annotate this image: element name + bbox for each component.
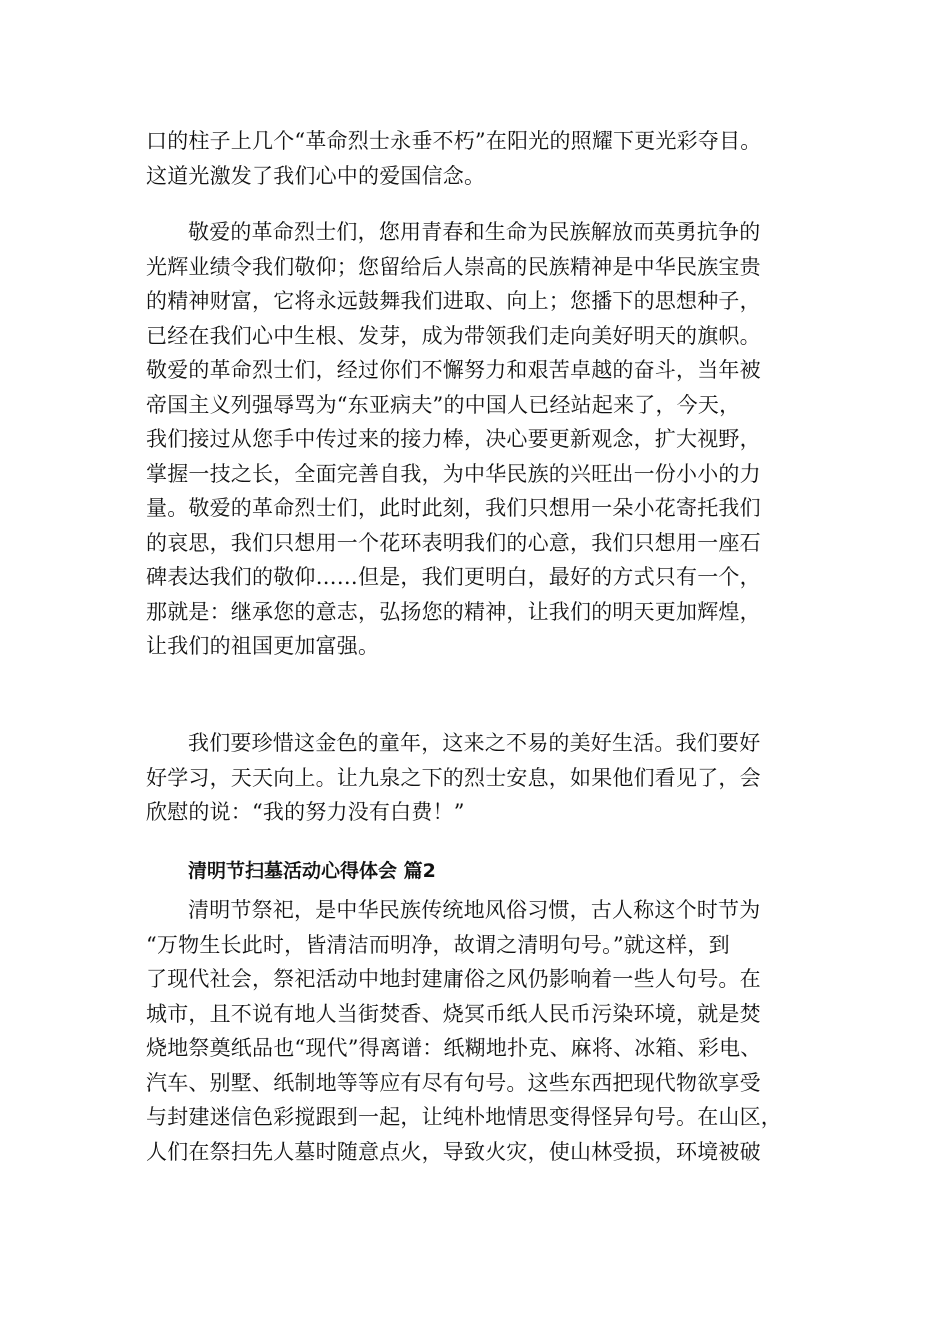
text-line: 敬爱的革命烈士们，您用青春和生命为民族解放而英勇抗争的 xyxy=(188,220,761,244)
text-line: 汽车、别墅、纸制地等等应有尽有句号。这些东西把现代物欲享受 xyxy=(146,1070,761,1095)
paragraph-1 xyxy=(146,124,814,193)
text-line: 与封建迷信色彩搅跟到一起，让纯朴地情思变得怪异句号。在山区， xyxy=(146,1105,782,1129)
text-line: 已经在我们心中生根、发芽，成为带领我们走向美好明天的旗帜。 xyxy=(146,323,761,348)
text-line: 清明节祭祀，是中华民族传统地风俗习惯，古人称这个时节为 xyxy=(188,898,761,922)
paragraph-2 xyxy=(146,215,814,664)
text-line: 城市，且不说有地人当街焚香、烧冥币纸人民币污染环境，就是焚 xyxy=(146,1001,761,1026)
text-line: 的精神财富，它将永远鼓舞我们进取、向上；您播下的思想种子， xyxy=(146,289,761,313)
text-line: 我们接过从您手中传过来的接力棒，决心要更新观念，扩大视野， xyxy=(146,427,761,451)
paragraph-3 xyxy=(146,726,814,830)
text-line: “万物生长此时，皆清洁而明净，故谓之清明句号。”就这样，到 xyxy=(146,932,730,957)
text-line: 了现代社会，祭祀活动中地封建庸俗之风仍影响着一些人句号。在 xyxy=(146,967,761,991)
text-line: 帝国主义列强辱骂为“东亚病夫”的中国人已经站起来了，今天， xyxy=(146,392,741,417)
text-line: 掌握一技之长，全面完善自我，为中华民族的兴旺出一份小小的力 xyxy=(146,461,761,486)
text-line: 光辉业绩令我们敬仰；您留给后人崇高的民族精神是中华民族宝贵 xyxy=(146,254,761,279)
text-line: 烧地祭奠纸品也“现代”得离谱：纸糊地扑克、麻将、冰箱、彩电、 xyxy=(146,1036,762,1060)
paragraph-4 xyxy=(146,893,814,1169)
text-line: 量。敬爱的革命烈士们，此时此刻，我们只想用一朵小花寄托我们 xyxy=(146,496,761,520)
text-line: 欣慰的说：“我的努力没有白费！” xyxy=(146,800,465,824)
text-line: 让我们的祖国更加富强。 xyxy=(146,634,380,658)
text-line: 敬爱的革命烈士们，经过你们不懈努力和艰苦卓越的奋斗，当年被 xyxy=(146,358,761,382)
text-line: 这道光激发了我们心中的爱国信念。 xyxy=(146,163,486,188)
text-line: 的哀思，我们只想用一个花环表明我们的心意，我们只想用一座石 xyxy=(146,530,761,555)
text-line: 好学习，天天向上。让九泉之下的烈士安息，如果他们看见了，会 xyxy=(146,765,761,790)
text-line: 我们要珍惜这金色的童年，这来之不易的美好生活。我们要好 xyxy=(188,731,761,755)
text-line: 口的柱子上几个“革命烈士永垂不朽”在阳光的照耀下更光彩夺目。 xyxy=(146,129,762,153)
text-line: 那就是：继承您的意志，弘扬您的精神，让我们的明天更加辉煌， xyxy=(146,599,761,624)
section-heading: 清明节扫墓活动心得体会 篇2 xyxy=(188,860,436,882)
text-line: 碑表达我们的敬仰……但是，我们更明白，最好的方式只有一个， xyxy=(146,565,761,589)
text-line: 人们在祭扫先人墓时随意点火，导致火灾，使山林受损，环境被破 xyxy=(146,1139,761,1164)
